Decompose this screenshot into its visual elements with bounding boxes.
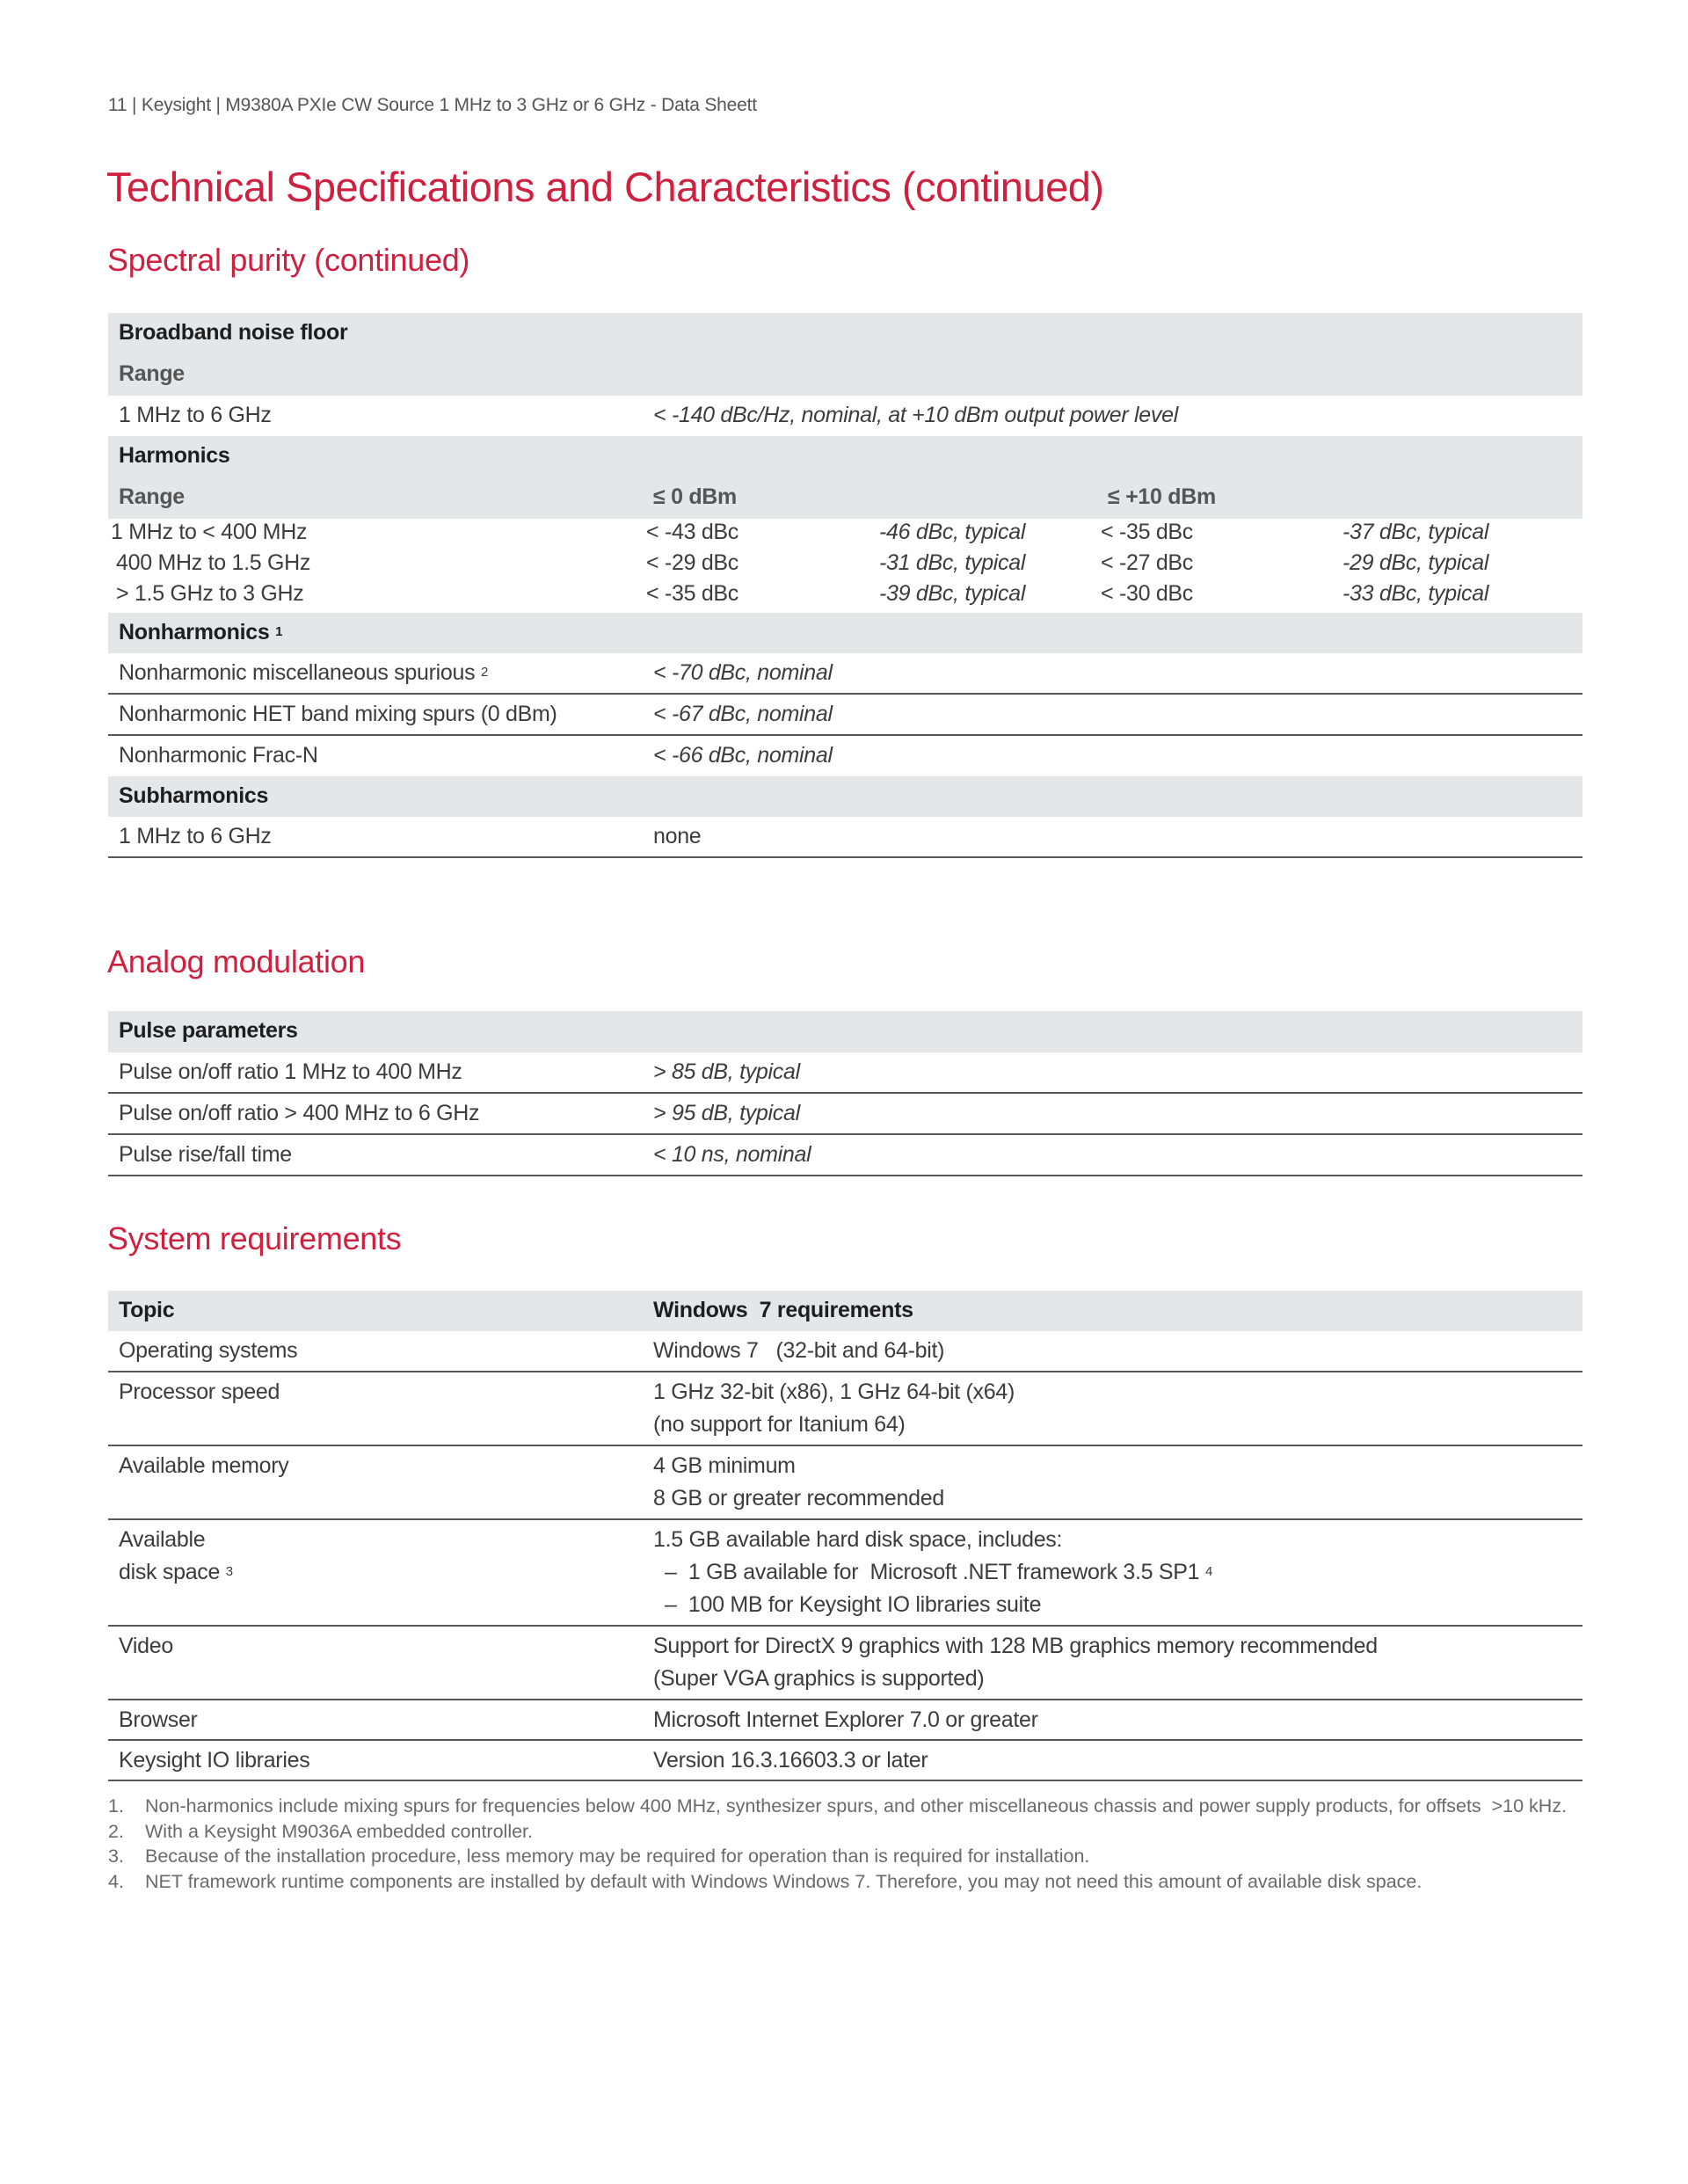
footnote-ref: 2 (480, 665, 488, 680)
nonharmonic-label (119, 660, 488, 686)
harmonics-typ-0dbm: -39 dBc, typical (879, 581, 1026, 606)
sysreq-row-video (108, 1627, 1582, 1700)
pulse-row (108, 1135, 1582, 1176)
broadband-range-label: Range (119, 361, 185, 386)
harmonics-heading: Harmonics (119, 443, 230, 468)
nonharmonic-label: Nonharmonic HET band mixing spurs (0 dBm) (119, 702, 557, 726)
footnote (108, 1869, 1594, 1895)
broadband-row (108, 396, 1582, 436)
nonharmonic-value: < -70 dBc, nominal (653, 660, 833, 685)
nonharmonic-value: < -67 dBc, nominal (653, 702, 833, 726)
harmonics-typ-10dbm: -33 dBc, typical (1342, 581, 1489, 606)
sysreq-value-line: 1 GHz 32-bit (x86), 1 GHz 64-bit (x64) (653, 1380, 1015, 1404)
harmonics-row (108, 581, 1582, 612)
page-title: Technical Specifications and Characteristics (continued) (106, 164, 1104, 210)
sysreq-value: Microsoft Internet Explorer 7.0 or greater (653, 1707, 1038, 1732)
sysreq-value-line (665, 1556, 1212, 1591)
nonharmonic-label-text: Nonharmonic miscellaneous spurious (119, 660, 476, 685)
nonharmonics-row (108, 695, 1582, 736)
sysreq-row-memory (108, 1446, 1582, 1520)
footnote-number: 4. (108, 1870, 124, 1892)
harmonics-typ-0dbm: -31 dBc, typical (879, 550, 1026, 575)
sysreq-topic-line-text: disk space (119, 1560, 221, 1584)
broadband-heading-band (108, 313, 1582, 396)
section-title-spectral-purity: Spectral purity (continued) (107, 242, 470, 278)
harmonics-heading-band (108, 436, 1582, 519)
sysreq-topic: Available memory (119, 1453, 289, 1478)
sysreq-value-line: 1.5 GB available hard disk space, includes: (653, 1527, 1063, 1552)
nonharmonics-row (108, 736, 1582, 776)
harmonics-col-10dbm: ≤ +10 dBm (1108, 484, 1216, 509)
footnote-text: With a Keysight M9036A embedded controller. (145, 1820, 534, 1842)
footnote-text: NET framework runtime components are installed by default with Windows Windows 7. Therefore, you may not need this amount of available disk space. (145, 1870, 1422, 1892)
footnote-ref: 4 (1204, 1564, 1212, 1579)
pulse-label: Pulse on/off ratio 1 MHz to 400 MHz (119, 1059, 462, 1084)
pulse-value: < 10 ns, nominal (653, 1142, 811, 1167)
subharmonics-heading-band (108, 776, 1582, 817)
sysreq-topic-line (119, 1556, 233, 1591)
harmonics-col-0dbm: ≤ 0 dBm (653, 484, 737, 509)
harmonics-col-range: Range (119, 484, 185, 509)
harmonics-spec-10dbm: < -30 dBc (1101, 581, 1194, 606)
sysreq-value: Windows 7 (32-bit and 64-bit) (653, 1338, 945, 1363)
harmonics-range: > 1.5 GHz to 3 GHz (116, 581, 304, 606)
broadband-range: 1 MHz to 6 GHz (119, 403, 272, 427)
sysreq-value-line: Support for DirectX 9 graphics with 128 MB graphics memory recommended (653, 1634, 1378, 1658)
harmonics-row (108, 520, 1582, 550)
harmonics-range: 400 MHz to 1.5 GHz (116, 550, 311, 575)
footnote (108, 1844, 1594, 1869)
harmonics-spec-0dbm: < -29 dBc (646, 550, 739, 575)
harmonics-spec-10dbm: < -35 dBc (1101, 520, 1194, 544)
subharmonics-row (108, 817, 1582, 858)
pulse-label: Pulse on/off ratio > 400 MHz to 6 GHz (119, 1101, 480, 1125)
analog-modulation-table (108, 1011, 1582, 1176)
system-requirements-table (108, 1291, 1582, 1781)
harmonics-row (108, 550, 1582, 581)
subharmonics-value: none (653, 824, 702, 848)
pulse-heading-band (108, 1011, 1582, 1052)
harmonics-spec-0dbm: < -43 dBc (646, 520, 739, 544)
footnote (108, 1794, 1594, 1819)
nonharmonics-heading-text: Nonharmonics (119, 620, 270, 644)
subharmonics-range: 1 MHz to 6 GHz (119, 824, 272, 848)
broadband-value: < -140 dBc/Hz, nominal, at +10 dBm output power level (653, 403, 1178, 427)
footnotes (108, 1794, 1594, 1894)
nonharmonic-value: < -66 dBc, nominal (653, 743, 833, 768)
sysreq-value-line: (no support for Itanium 64) (653, 1412, 906, 1437)
pulse-value: > 95 dB, typical (653, 1101, 800, 1125)
pulse-row (108, 1052, 1582, 1094)
footnote-text: Non-harmonics include mixing spurs for frequencies below 400 MHz, synthesizer spurs, and other miscellaneous chassis and power supply products, for offsets >10 kHz. (145, 1795, 1568, 1816)
harmonics-rows (108, 519, 1582, 613)
harmonics-spec-0dbm: < -35 dBc (646, 581, 739, 606)
section-title-system-requirements: System requirements (107, 1220, 402, 1256)
section-title-analog-modulation: Analog modulation (107, 943, 366, 979)
nonharmonics-heading-band (108, 613, 1582, 653)
sysreq-row-os (108, 1331, 1582, 1372)
subharmonics-heading: Subharmonics (119, 783, 269, 808)
nonharmonics-heading (119, 620, 282, 645)
sysreq-topic: Video (119, 1634, 173, 1658)
sysreq-row-browser (108, 1700, 1582, 1741)
sysreq-value: Version 16.3.16603.3 or later (653, 1748, 928, 1773)
broadband-heading: Broadband noise floor (119, 320, 348, 345)
harmonics-typ-10dbm: -29 dBc, typical (1342, 550, 1489, 575)
running-head: 11 | Keysight | M9380A PXIe CW Source 1 MHz to 3 GHz or 6 GHz - Data Sheett (108, 95, 757, 115)
harmonics-spec-10dbm: < -27 dBc (1101, 550, 1194, 575)
footnote-ref: 1 (275, 624, 283, 639)
harmonics-range: 1 MHz to < 400 MHz (111, 520, 308, 544)
sysreq-value-line-text: – 1 GB available for Microsoft .NET framework 3.5 SP1 (665, 1560, 1200, 1584)
footnote (108, 1819, 1594, 1845)
sysreq-topic: Keysight IO libraries (119, 1748, 310, 1773)
sysreq-topic: Processor speed (119, 1380, 280, 1404)
pulse-value: > 85 dB, typical (653, 1059, 800, 1084)
sysreq-value-line: (Super VGA graphics is supported) (653, 1666, 985, 1691)
sysreq-col-topic: Topic (119, 1298, 175, 1322)
spectral-purity-table (108, 313, 1582, 858)
sysreq-row-processor (108, 1372, 1582, 1446)
sysreq-topic-line: Available (119, 1527, 206, 1552)
sysreq-row-io-libraries (108, 1741, 1582, 1781)
harmonics-typ-0dbm: -46 dBc, typical (879, 520, 1026, 544)
pulse-heading: Pulse parameters (119, 1018, 298, 1043)
harmonics-typ-10dbm: -37 dBc, typical (1342, 520, 1489, 544)
footnote-text: Because of the installation procedure, less memory may be required for operation than is required for installation. (145, 1845, 1090, 1867)
footnote-number: 2. (108, 1820, 124, 1842)
sysreq-col-win7: Windows 7 requirements (653, 1298, 913, 1322)
pulse-label: Pulse rise/fall time (119, 1142, 292, 1167)
sysreq-value-line: 4 GB minimum (653, 1453, 796, 1478)
footnote-number: 3. (108, 1845, 124, 1867)
sysreq-value-line: – 100 MB for Keysight IO libraries suite (665, 1592, 1042, 1617)
sysreq-value-line: 8 GB or greater recommended (653, 1486, 944, 1511)
sysreq-topic: Operating systems (119, 1338, 298, 1363)
nonharmonic-label: Nonharmonic Frac-N (119, 743, 318, 768)
footnote-ref: 3 (225, 1564, 233, 1579)
pulse-row (108, 1094, 1582, 1135)
sysreq-header-band (108, 1291, 1582, 1331)
sysreq-row-disk (108, 1520, 1582, 1627)
sysreq-topic: Browser (119, 1707, 198, 1732)
footnote-number: 1. (108, 1795, 124, 1816)
nonharmonics-row (108, 653, 1582, 695)
